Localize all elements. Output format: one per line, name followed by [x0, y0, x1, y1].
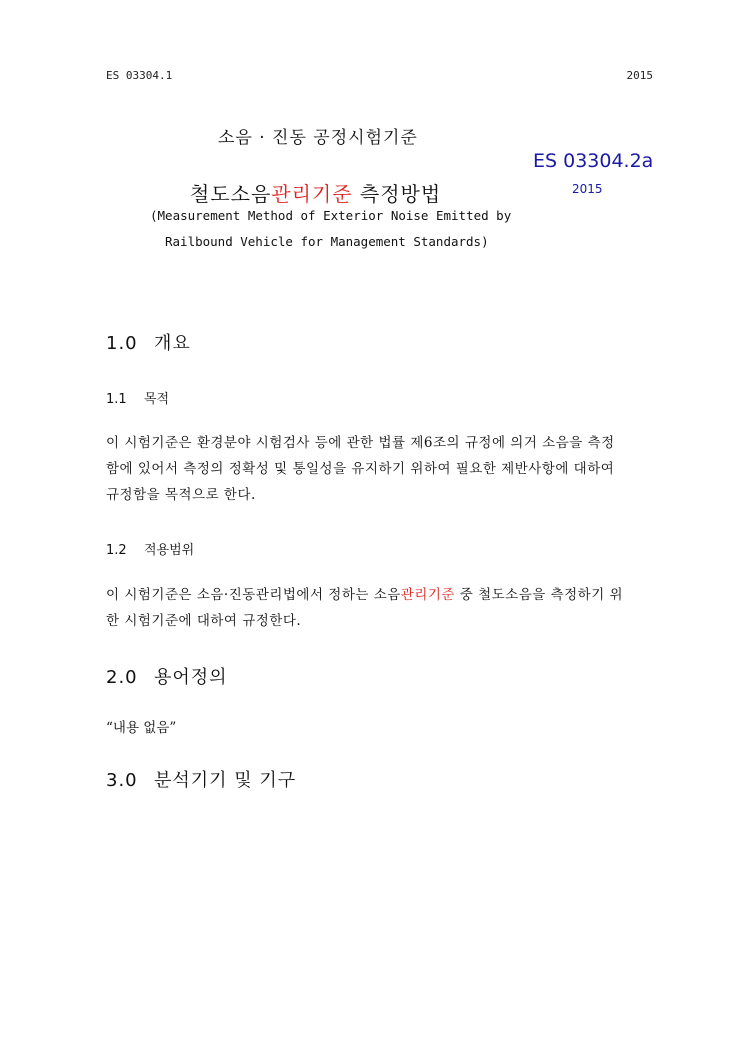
section-title: 적용범위 [144, 543, 195, 558]
section-number: 2.0 [106, 667, 138, 688]
section-title: 목적 [144, 392, 170, 407]
section-title: 분석기기 및 기구 [154, 770, 297, 791]
section-heading-1-1 [106, 388, 169, 407]
text-highlight: 관리기준 [400, 587, 455, 603]
section-heading-3-0 [106, 766, 296, 792]
doc-english-title-line2: Railbound Vehicle for Management Standards) [165, 234, 489, 249]
section-1-2-paragraph [106, 582, 656, 634]
doc-title-part1: 철도소음 [190, 182, 272, 206]
paragraph-line: 규정함을 목적으로 한다. [106, 487, 256, 503]
section-number: 1.0 [106, 333, 138, 354]
text-run: 중 철도소음을 측정하기 위 [454, 587, 624, 603]
section-1-1-paragraph [106, 430, 656, 508]
paragraph-line: 한 시험기준에 대하여 규정한다. [106, 613, 302, 629]
doc-title-part2: 측정방법 [352, 182, 442, 206]
section-heading-1-2 [106, 539, 194, 558]
paragraph-line [106, 582, 656, 608]
text-run: 이 시험기준은 소음·진동관리법에서 정하는 소음 [106, 587, 401, 603]
header-year: 2015 [626, 69, 653, 82]
section-number: 1.2 [106, 543, 127, 558]
section-heading-2-0 [106, 663, 228, 689]
doc-subtitle: 소음 · 진동 공정시험기준 [218, 128, 418, 148]
header-doc-code: ES 03304.1 [106, 69, 173, 82]
doc-english-title-line1: (Measurement Method of Exterior Noise Emitted by [150, 208, 512, 223]
doc-title-highlight: 관리기준 [271, 182, 353, 206]
doc-code: ES 03304.2a [533, 150, 654, 172]
paragraph-line: 함에 있어서 측정의 정확성 및 통일성을 유지하기 위하여 필요한 제반사항에 대하여 [106, 461, 615, 477]
section-heading-1-0 [106, 329, 191, 355]
doc-title [190, 178, 441, 207]
section-2-content: “내용 없음” [106, 720, 177, 736]
doc-code-year: 2015 [572, 182, 603, 196]
section-title: 개요 [154, 333, 191, 354]
section-title: 용어정의 [154, 667, 228, 688]
paragraph-line: 이 시험기준은 환경분야 시험검사 등에 관한 법률 제6조의 규정에 의거 소음을 측정 [106, 435, 615, 451]
section-number: 1.1 [106, 392, 127, 407]
section-number: 3.0 [106, 770, 138, 791]
